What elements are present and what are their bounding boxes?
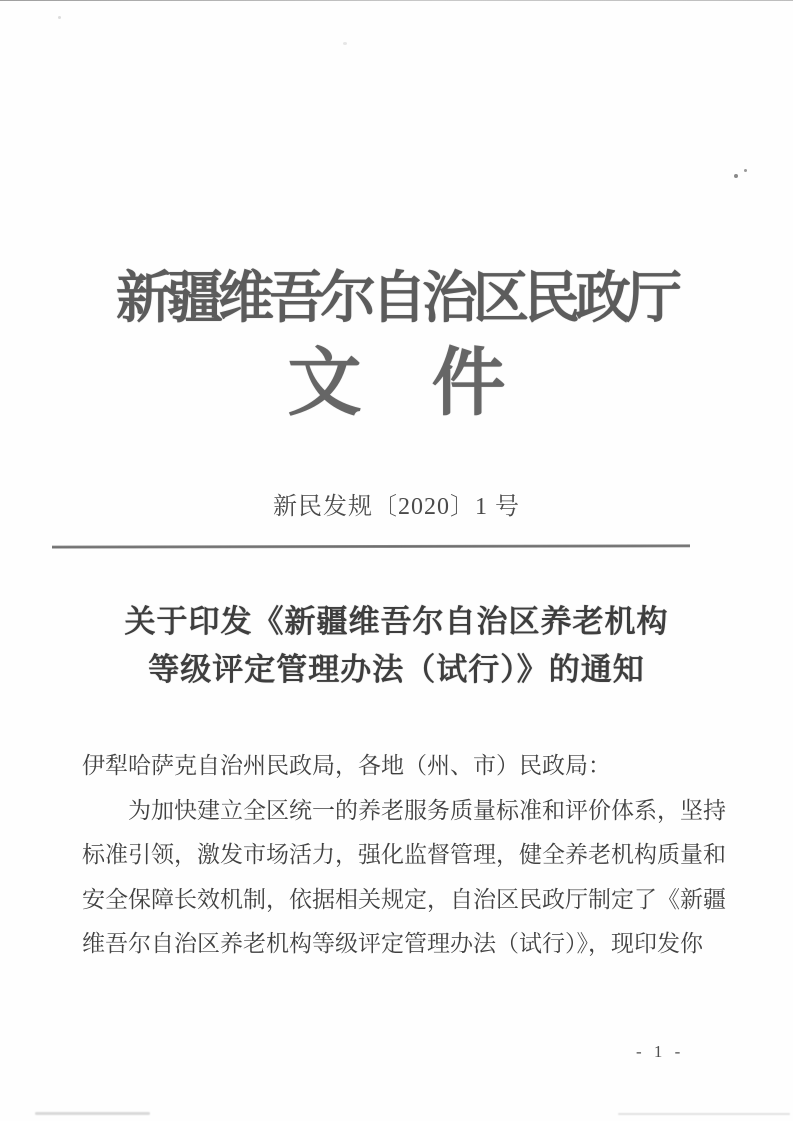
scan-speck bbox=[734, 174, 738, 178]
scan-smudge bbox=[618, 1113, 790, 1115]
document-type-char: 件 bbox=[431, 343, 506, 425]
subject-title-line: 等级评定管理办法（试行）》的通知 bbox=[148, 652, 645, 687]
document-subject-title bbox=[0, 598, 793, 694]
issuing-org-title: 新疆维吾尔自治区民政厅 bbox=[116, 268, 677, 330]
document-reference-number: 新民发规〔2020〕1 号 bbox=[273, 494, 520, 520]
scan-speck bbox=[343, 42, 347, 45]
header-divider-line bbox=[52, 544, 690, 548]
body-text-line: 标准引领，激发市场活力，强化监督管理，健全养老机构质量和 bbox=[82, 842, 726, 867]
scan-smudge bbox=[35, 1112, 150, 1115]
body-text-line: 为加快建立全区统一的养老服务质量标准和评价体系，坚持 bbox=[82, 797, 726, 823]
body-text-line: 维吾尔自治区养老机构等级评定管理办法（试行）》，现印发你 bbox=[82, 931, 703, 956]
scan-speck bbox=[744, 169, 747, 172]
body-text-line: 安全保障长效机制，依据相关规定，自治区民政厅制定了《新疆 bbox=[82, 886, 726, 912]
document-type-heading bbox=[0, 343, 793, 425]
subject-title-line: 关于印发《新疆维吾尔自治区养老机构 bbox=[124, 604, 669, 639]
document-body bbox=[82, 744, 726, 967]
scan-speck bbox=[58, 16, 61, 19]
document-type-char: 文 bbox=[287, 343, 362, 425]
scan-top-edge bbox=[0, 0, 793, 1]
page-number: - 1 - bbox=[636, 1042, 685, 1061]
salutation-line: 伊犁哈萨克自治州民政局，各地（州、市）民政局： bbox=[82, 753, 611, 778]
